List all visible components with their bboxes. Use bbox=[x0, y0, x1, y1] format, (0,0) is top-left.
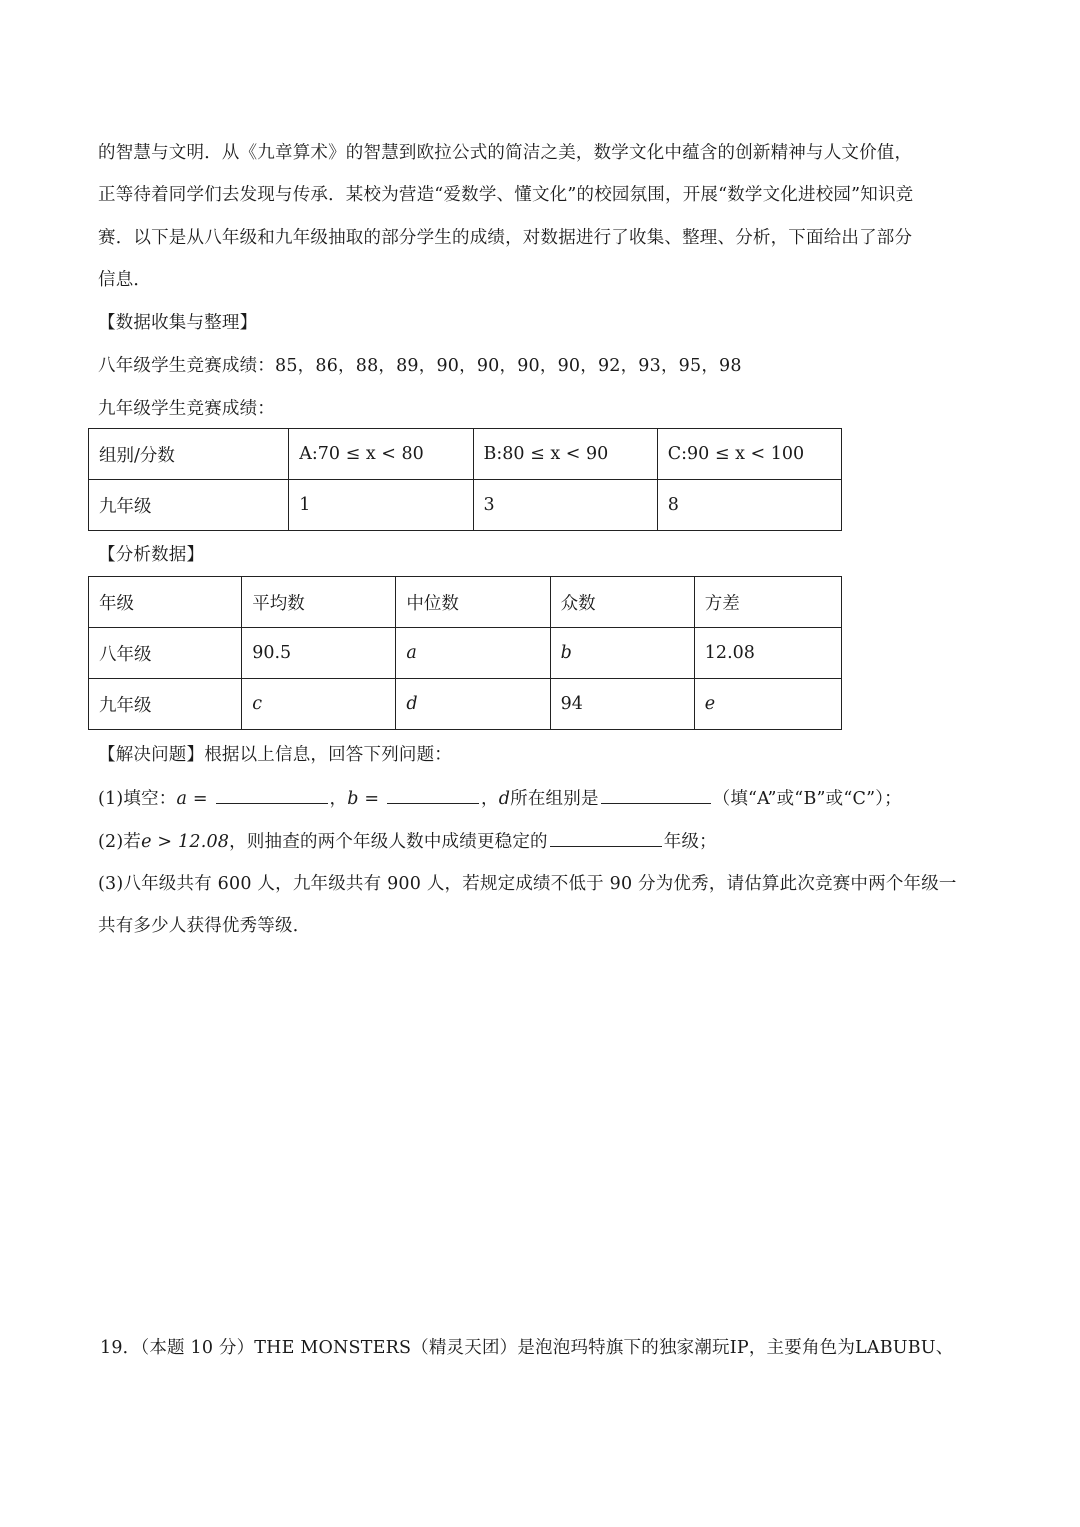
grade9-group-table bbox=[88, 428, 842, 531]
table-cell: d bbox=[396, 679, 550, 730]
answer-blank-a[interactable] bbox=[216, 785, 328, 804]
q2-prefix: (2)若 bbox=[98, 832, 142, 852]
table-cell: 3 bbox=[473, 480, 657, 531]
table-cell: 94 bbox=[550, 679, 694, 730]
q1-suffix: （填“A”或“B”或“C”）； bbox=[712, 789, 902, 809]
intro-line-1: 的智慧与文明．从《九章算术》的智慧到欧拉公式的简洁之美，数学文化中蕴含的创新精神与人文价值， bbox=[98, 143, 913, 163]
table-cell: 90.5 bbox=[242, 628, 396, 679]
section-analysis: 【分析数据】 bbox=[98, 545, 205, 565]
answer-blank-d[interactable] bbox=[601, 785, 711, 804]
q2-suffix: 年级； bbox=[663, 832, 717, 852]
table-header-cell: 方差 bbox=[694, 577, 841, 628]
q2-mid: ，则抽查的两个年级人数中成绩更稳定的 bbox=[229, 832, 548, 852]
q1-sep1: ， bbox=[329, 789, 348, 809]
q1-b-label: b = bbox=[347, 789, 380, 809]
intro-line-2: 正等待着同学们去发现与传承．某校为营造“爱数学、懂文化”的校园氛围，开展“数学文化进校园”知识竞 bbox=[98, 185, 914, 205]
intro-line-4: 信息． bbox=[98, 270, 152, 290]
table-header-cell bbox=[657, 429, 841, 480]
table-header-cell: 平均数 bbox=[242, 577, 396, 628]
math-range: C:90 ≤ x < 100 bbox=[667, 444, 805, 464]
table-cell: 九年级 bbox=[89, 480, 289, 531]
q1-prefix: (1)填空： bbox=[98, 789, 177, 809]
question-1 bbox=[98, 785, 902, 812]
table-cell: 1 bbox=[289, 480, 473, 531]
q1-sep2: ， bbox=[481, 789, 499, 809]
analysis-table bbox=[88, 576, 842, 730]
table-header-cell: 中位数 bbox=[396, 577, 550, 628]
q1-a-label: a = bbox=[176, 789, 208, 809]
table-header-cell: 组别/分数 bbox=[89, 429, 289, 480]
grade9-scores-label: 九年级学生竞赛成绩： bbox=[98, 399, 275, 419]
table-row bbox=[89, 577, 842, 628]
section-data-collection: 【数据收集与整理】 bbox=[98, 313, 258, 333]
table-row bbox=[89, 480, 842, 531]
table-cell: b bbox=[550, 628, 694, 679]
grade8-scores: 八年级学生竞赛成绩：85，86，88，89，90，90，90，90，92，93，95，98 bbox=[98, 356, 742, 376]
intro-line-3: 赛．以下是从八年级和九年级抽取的部分学生的成绩，对数据进行了收集、整理、分析，下面给出了部分 bbox=[98, 228, 913, 248]
question-19: 19．（本题 10 分）THE MONSTERS（精灵天团）是泡泡玛特旗下的独家潮玩IP，主要角色为LABUBU、 bbox=[100, 1338, 954, 1358]
table-row bbox=[89, 679, 842, 730]
math-range: A:70 ≤ x < 80 bbox=[299, 444, 424, 464]
answer-blank-b[interactable] bbox=[387, 785, 479, 804]
table-row bbox=[89, 628, 842, 679]
q1-d-text: 所在组别是 bbox=[510, 789, 599, 809]
table-cell: a bbox=[396, 628, 550, 679]
question-3-line-2: 共有多少人获得优秀等级． bbox=[98, 916, 311, 936]
question-3-line-1: (3)八年级共有 600 人，九年级共有 900 人，若规定成绩不低于 90 分为优秀，请估算此次竞赛中两个年级一 bbox=[98, 874, 957, 894]
section-solve: 【解决问题】根据以上信息，回答下列问题： bbox=[98, 745, 452, 765]
q2-condition: e > 12.08 bbox=[141, 832, 230, 852]
table-cell: 8 bbox=[657, 480, 841, 531]
table-cell: 12.08 bbox=[694, 628, 841, 679]
answer-blank-grade[interactable] bbox=[550, 828, 662, 847]
table-cell: 八年级 bbox=[89, 628, 242, 679]
table-cell: c bbox=[242, 679, 396, 730]
math-range: B:80 ≤ x < 90 bbox=[483, 444, 609, 464]
table-row bbox=[89, 429, 842, 480]
table-header-cell bbox=[289, 429, 473, 480]
table-header-cell: 众数 bbox=[550, 577, 694, 628]
q1-d-var: d bbox=[498, 789, 511, 809]
table-header-cell bbox=[473, 429, 657, 480]
table-header-cell: 年级 bbox=[89, 577, 242, 628]
table-cell: 九年级 bbox=[89, 679, 242, 730]
question-2 bbox=[98, 828, 717, 855]
table-cell: e bbox=[694, 679, 841, 730]
